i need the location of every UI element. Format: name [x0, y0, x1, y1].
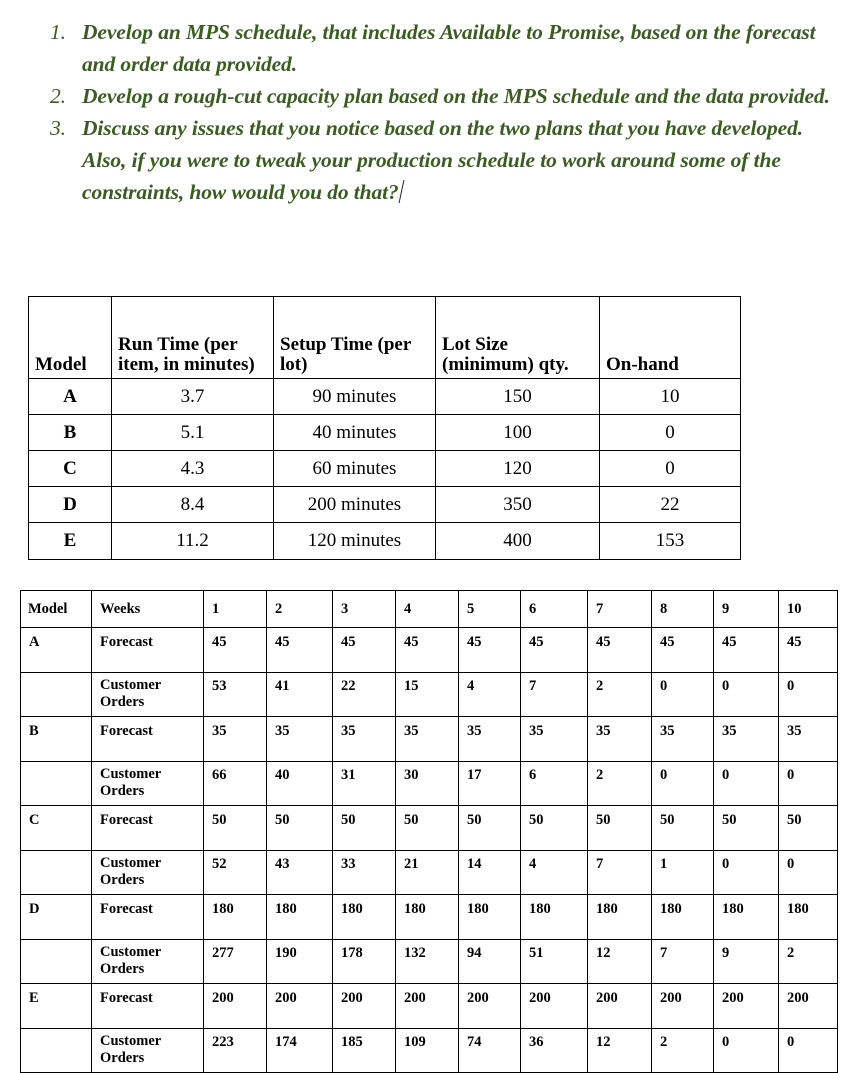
orders-value: 17 [459, 762, 521, 806]
forecast-value: 50 [204, 806, 267, 851]
orders-value: 9 [714, 940, 779, 984]
orders-value: 0 [714, 1029, 779, 1073]
forecast-value: 35 [204, 717, 267, 762]
orders-value: 14 [459, 851, 521, 895]
forecast-value: 200 [333, 984, 396, 1029]
orders-value: 0 [779, 1029, 838, 1073]
orders-value: 0 [779, 673, 838, 717]
instruction-text: Develop a rough-cut capacity plan based on the MPS schedule and the data provided. [82, 84, 830, 108]
orders-label: Customer Orders [100, 944, 161, 977]
orders-label: Customer Orders [100, 855, 161, 888]
orders-value: 190 [267, 940, 333, 984]
instruction-text: Develop an MPS schedule, that includes Available to Promise, based on the forecast and order data provided. [82, 20, 816, 76]
header-lot-size: Lot Size (minimum) qty. [436, 297, 600, 379]
forecast-value: 180 [267, 895, 333, 940]
forecast-value: 50 [652, 806, 714, 851]
instruction-number: 1. [50, 20, 66, 44]
forecast-value: 50 [459, 806, 521, 851]
orders-value: 51 [521, 940, 588, 984]
model-cell: C [21, 806, 92, 851]
forecast-value: 35 [459, 717, 521, 762]
spec-row [29, 379, 741, 415]
forecast-value: 180 [459, 895, 521, 940]
run-time-cell: 11.2 [112, 523, 274, 560]
forecast-value: 35 [779, 717, 838, 762]
forecast-value: 50 [267, 806, 333, 851]
orders-value: 12 [588, 940, 652, 984]
forecast-value: 200 [396, 984, 459, 1029]
forecast-label: Forecast [92, 717, 204, 762]
forecast-value: 200 [652, 984, 714, 1029]
orders-value: 6 [521, 762, 588, 806]
forecast-value: 180 [652, 895, 714, 940]
model-cell: E [29, 523, 112, 560]
run-time-cell: 5.1 [112, 415, 274, 451]
forecast-value: 180 [521, 895, 588, 940]
orders-value: 41 [267, 673, 333, 717]
on-hand-cell: 10 [600, 379, 741, 415]
forecast-row [21, 628, 838, 673]
forecast-label: Forecast [92, 628, 204, 673]
orders-value: 94 [459, 940, 521, 984]
week-header: 7 [588, 591, 652, 628]
setup-time-cell: 40 minutes [274, 415, 436, 451]
model-cell: D [29, 487, 112, 523]
orders-value: 0 [714, 851, 779, 895]
orders-value: 33 [333, 851, 396, 895]
orders-value: 0 [714, 673, 779, 717]
header-model: Model [21, 591, 92, 628]
spec-row [29, 415, 741, 451]
orders-row [21, 673, 838, 717]
run-time-cell: 3.7 [112, 379, 274, 415]
orders-label: Customer Orders [100, 1033, 161, 1066]
week-header: 8 [652, 591, 714, 628]
forecast-value: 50 [714, 806, 779, 851]
forecast-row [21, 806, 838, 851]
forecast-value: 180 [204, 895, 267, 940]
forecast-value: 45 [779, 628, 838, 673]
forecast-value: 180 [588, 895, 652, 940]
orders-value: 74 [459, 1029, 521, 1073]
orders-value: 31 [333, 762, 396, 806]
model-cell: D [21, 895, 92, 940]
forecast-value: 45 [652, 628, 714, 673]
orders-value: 0 [779, 762, 838, 806]
on-hand-cell: 0 [600, 451, 741, 487]
instruction-item [0, 80, 847, 112]
orders-value: 185 [333, 1029, 396, 1073]
forecast-value: 45 [204, 628, 267, 673]
forecast-value: 35 [396, 717, 459, 762]
orders-value: 7 [652, 940, 714, 984]
header-on-hand: On-hand [600, 297, 741, 379]
forecast-value: 180 [779, 895, 838, 940]
forecast-value: 200 [204, 984, 267, 1029]
orders-value: 2 [588, 673, 652, 717]
orders-value: 277 [204, 940, 267, 984]
orders-row [21, 940, 838, 984]
week-header: 9 [714, 591, 779, 628]
orders-value: 36 [521, 1029, 588, 1073]
model-cell: A [29, 379, 112, 415]
orders-value: 0 [714, 762, 779, 806]
forecast-label: Forecast [92, 895, 204, 940]
forecast-value: 35 [521, 717, 588, 762]
orders-value: 0 [652, 673, 714, 717]
orders-value: 22 [333, 673, 396, 717]
week-header: 3 [333, 591, 396, 628]
lot-size-cell: 400 [436, 523, 600, 560]
setup-time-cell: 90 minutes [274, 379, 436, 415]
forecast-row [21, 895, 838, 940]
forecast-value: 180 [333, 895, 396, 940]
orders-row [21, 1029, 838, 1073]
header-weeks: Weeks [92, 591, 204, 628]
week-header: 1 [204, 591, 267, 628]
empty-cell [21, 762, 92, 806]
forecast-value: 200 [459, 984, 521, 1029]
orders-label-cell [92, 940, 204, 984]
orders-label-cell [92, 851, 204, 895]
forecast-value: 35 [652, 717, 714, 762]
forecast-label: Forecast [92, 984, 204, 1029]
lot-size-cell: 100 [436, 415, 600, 451]
week-header: 5 [459, 591, 521, 628]
instruction-item [0, 16, 847, 80]
orders-row [21, 762, 838, 806]
model-cell: C [29, 451, 112, 487]
empty-cell [21, 1029, 92, 1073]
orders-value: 178 [333, 940, 396, 984]
setup-time-cell: 60 minutes [274, 451, 436, 487]
lot-size-cell: 150 [436, 379, 600, 415]
orders-value: 223 [204, 1029, 267, 1073]
forecast-value: 50 [588, 806, 652, 851]
instructions-list [0, 16, 847, 208]
forecast-row [21, 984, 838, 1029]
forecast-value: 45 [459, 628, 521, 673]
orders-label: Customer Orders [100, 677, 161, 710]
forecast-value: 50 [779, 806, 838, 851]
forecast-value: 45 [333, 628, 396, 673]
forecast-value: 200 [779, 984, 838, 1029]
forecast-value: 35 [333, 717, 396, 762]
orders-value: 30 [396, 762, 459, 806]
forecast-value: 200 [267, 984, 333, 1029]
spec-row [29, 451, 741, 487]
header-run-time: Run Time (per item, in minutes) [112, 297, 274, 379]
forecast-value: 45 [396, 628, 459, 673]
instruction-number: 2. [50, 84, 66, 108]
forecast-value: 180 [714, 895, 779, 940]
forecast-value: 200 [714, 984, 779, 1029]
forecast-value: 50 [396, 806, 459, 851]
orders-value: 21 [396, 851, 459, 895]
orders-value: 7 [588, 851, 652, 895]
orders-value: 43 [267, 851, 333, 895]
week-header: 6 [521, 591, 588, 628]
orders-value: 174 [267, 1029, 333, 1073]
header-setup-time: Setup Time (per lot) [274, 297, 436, 379]
orders-value: 4 [459, 673, 521, 717]
forecast-value: 35 [588, 717, 652, 762]
on-hand-cell: 153 [600, 523, 741, 560]
model-cell: B [21, 717, 92, 762]
text-cursor [398, 180, 404, 203]
orders-label-cell [92, 1029, 204, 1073]
empty-cell [21, 851, 92, 895]
model-cell: A [21, 628, 92, 673]
instruction-text: Discuss any issues that you notice based on the two plans that you have developed. Also, if you were to tweak your production schedule to work around some of the constraints, how would you do that? [82, 116, 804, 204]
orders-value: 0 [779, 851, 838, 895]
forecast-value: 45 [714, 628, 779, 673]
forecast-row [21, 717, 838, 762]
orders-value: 0 [652, 762, 714, 806]
instruction-number: 3. [50, 116, 66, 140]
orders-value: 40 [267, 762, 333, 806]
forecast-value: 45 [588, 628, 652, 673]
run-time-cell: 8.4 [112, 487, 274, 523]
orders-value: 109 [396, 1029, 459, 1073]
instruction-item [0, 112, 847, 208]
model-spec-table [28, 296, 741, 560]
empty-cell [21, 673, 92, 717]
week-header: 10 [779, 591, 838, 628]
forecast-label: Forecast [92, 806, 204, 851]
model-cell: E [21, 984, 92, 1029]
on-hand-cell: 22 [600, 487, 741, 523]
orders-value: 4 [521, 851, 588, 895]
orders-value: 2 [779, 940, 838, 984]
forecast-orders-table [20, 590, 838, 1073]
orders-label-cell [92, 762, 204, 806]
orders-value: 66 [204, 762, 267, 806]
header-model: Model [29, 297, 112, 379]
orders-value: 7 [521, 673, 588, 717]
spec-row [29, 487, 741, 523]
orders-value: 12 [588, 1029, 652, 1073]
empty-cell [21, 940, 92, 984]
model-cell: B [29, 415, 112, 451]
orders-value: 2 [588, 762, 652, 806]
forecast-value: 45 [521, 628, 588, 673]
week-header: 2 [267, 591, 333, 628]
orders-value: 53 [204, 673, 267, 717]
lot-size-cell: 350 [436, 487, 600, 523]
forecast-value: 45 [267, 628, 333, 673]
forecast-value: 35 [267, 717, 333, 762]
orders-value: 52 [204, 851, 267, 895]
spec-row [29, 523, 741, 560]
on-hand-cell: 0 [600, 415, 741, 451]
orders-row [21, 851, 838, 895]
forecast-value: 35 [714, 717, 779, 762]
run-time-cell: 4.3 [112, 451, 274, 487]
lot-size-cell: 120 [436, 451, 600, 487]
orders-label-cell [92, 673, 204, 717]
orders-label: Customer Orders [100, 766, 161, 799]
setup-time-cell: 120 minutes [274, 523, 436, 560]
setup-time-cell: 200 minutes [274, 487, 436, 523]
orders-value: 15 [396, 673, 459, 717]
forecast-value: 50 [521, 806, 588, 851]
forecast-value: 200 [521, 984, 588, 1029]
forecast-value: 180 [396, 895, 459, 940]
orders-value: 132 [396, 940, 459, 984]
orders-value: 1 [652, 851, 714, 895]
week-header: 4 [396, 591, 459, 628]
forecast-value: 200 [588, 984, 652, 1029]
orders-value: 2 [652, 1029, 714, 1073]
forecast-value: 50 [333, 806, 396, 851]
